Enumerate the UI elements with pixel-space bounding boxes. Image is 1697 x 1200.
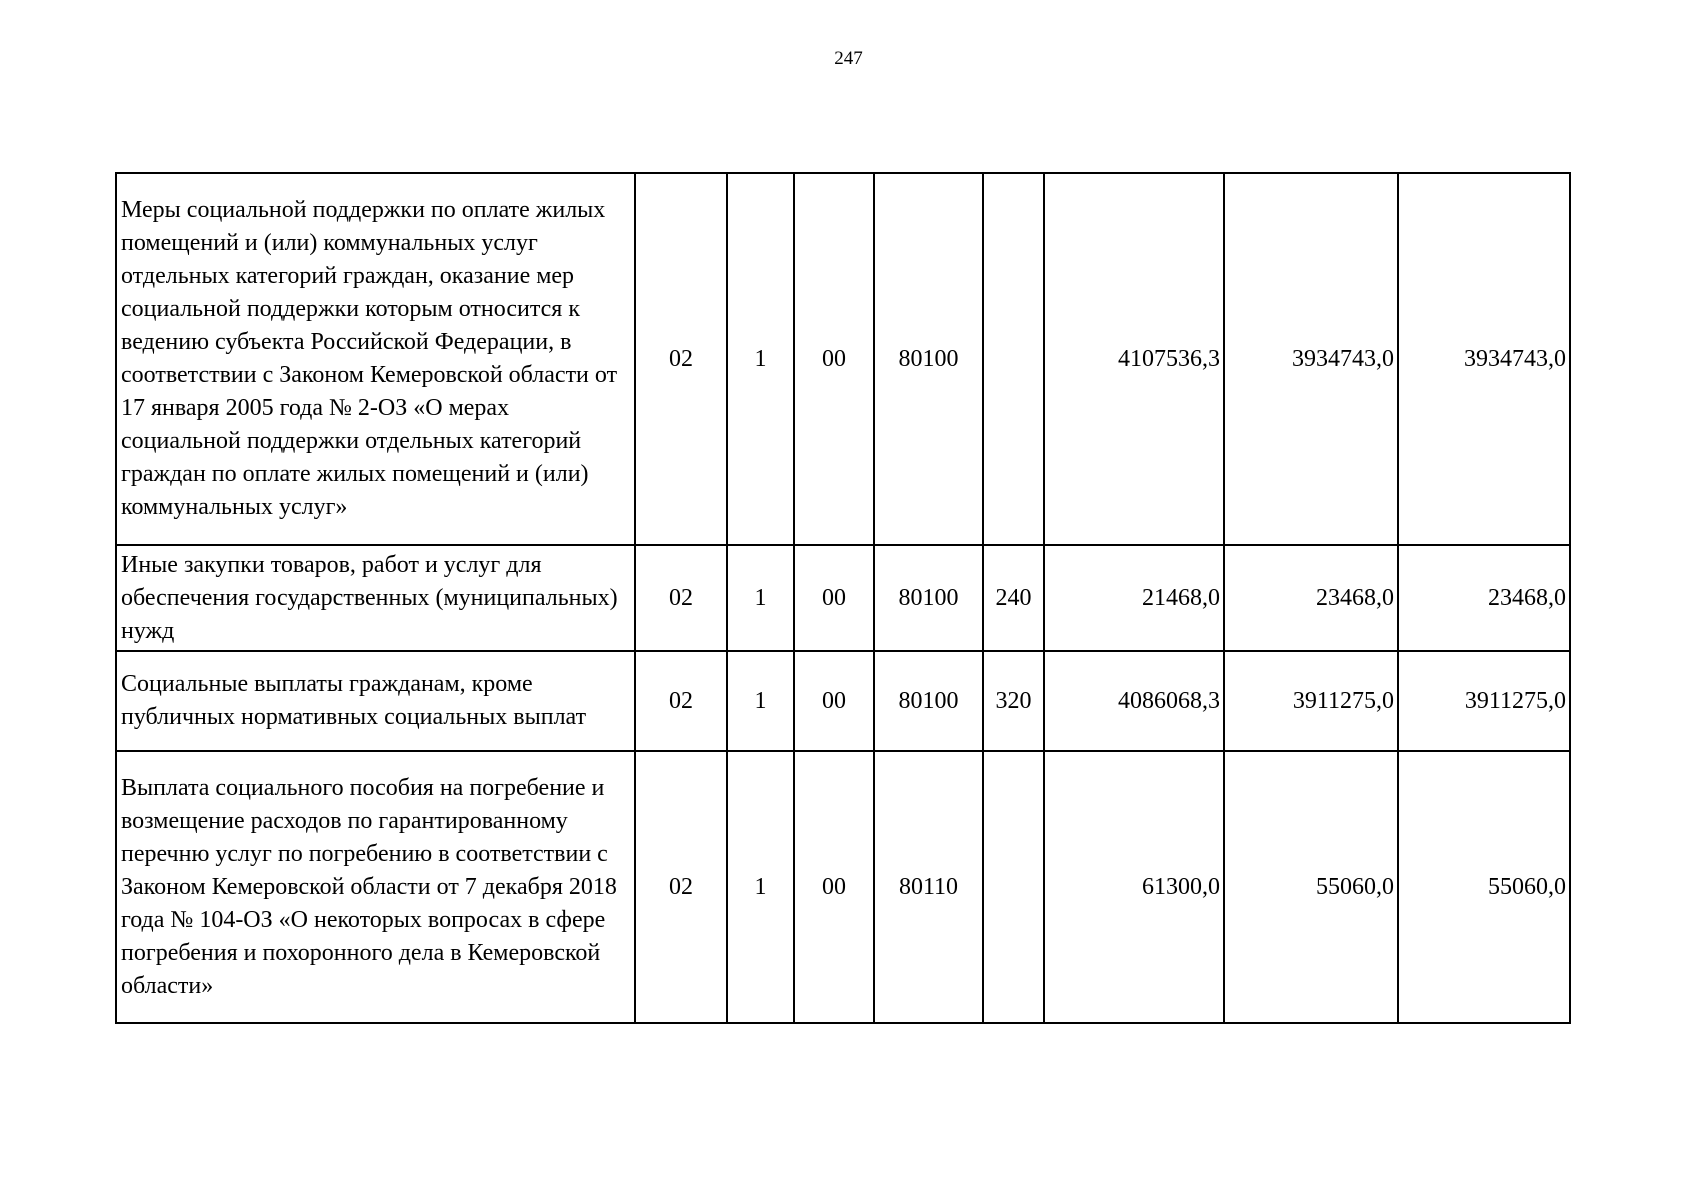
- amount-3-cell: 23468,0: [1398, 545, 1570, 651]
- table-row: [116, 751, 1570, 1023]
- table-row: [116, 173, 1570, 545]
- amount-2-cell: 23468,0: [1224, 545, 1398, 651]
- amount-1-cell: 4107536,3: [1044, 173, 1224, 545]
- subprogram-code-cell: 1: [727, 651, 794, 751]
- direction-code-cell: 80100: [874, 545, 983, 651]
- program-code-cell: 02: [635, 751, 727, 1023]
- budget-table: [115, 172, 1571, 1024]
- subprogram-code-cell: 1: [727, 173, 794, 545]
- direction-code-cell: 80100: [874, 651, 983, 751]
- amount-3-cell: 3934743,0: [1398, 173, 1570, 545]
- direction-code-cell: 80110: [874, 751, 983, 1023]
- section-code-cell: 00: [794, 751, 874, 1023]
- row-name-cell: Иные закупки товаров, работ и услуг для обеспечения государственных (муниципальных) нужд: [116, 545, 635, 651]
- program-code-cell: 02: [635, 173, 727, 545]
- section-code-cell: 00: [794, 651, 874, 751]
- amount-2-cell: 3934743,0: [1224, 173, 1398, 545]
- amount-2-cell: 3911275,0: [1224, 651, 1398, 751]
- table-row: [116, 545, 1570, 651]
- amount-3-cell: 3911275,0: [1398, 651, 1570, 751]
- page-number: 247: [834, 48, 863, 69]
- row-name-cell: Социальные выплаты гражданам, кроме публичных нормативных социальных выплат: [116, 651, 635, 751]
- row-name-cell: Выплата социального пособия на погребение и возмещение расходов по гарантированному перечню услуг по погребению в соответствии с Законом Кемеровской области от 7 декабря 2018 года № 104-ОЗ «О некоторых вопросах в сфере погребения и похоронного дела в Кемеровской области»: [116, 751, 635, 1023]
- section-code-cell: 00: [794, 173, 874, 545]
- program-code-cell: 02: [635, 545, 727, 651]
- amount-3-cell: 55060,0: [1398, 751, 1570, 1023]
- expense-type-cell: 240: [983, 545, 1044, 651]
- expense-type-cell: [983, 173, 1044, 545]
- expense-type-cell: 320: [983, 651, 1044, 751]
- subprogram-code-cell: 1: [727, 751, 794, 1023]
- row-name-cell: Меры социальной поддержки по оплате жилых помещений и (или) коммунальных услуг отдельных категорий граждан, оказание мер социальной поддержки которым относится к ведению субъекта Российской Федерации, в соответствии с Законом Кемеровской области от 17 января 2005 года № 2-ОЗ «О мерах социальной поддержки отдельных категорий граждан по оплате жилых помещений и (или) коммунальных услуг»: [116, 173, 635, 545]
- amount-1-cell: 61300,0: [1044, 751, 1224, 1023]
- table-row: [116, 651, 1570, 751]
- amount-1-cell: 21468,0: [1044, 545, 1224, 651]
- subprogram-code-cell: 1: [727, 545, 794, 651]
- direction-code-cell: 80100: [874, 173, 983, 545]
- amount-1-cell: 4086068,3: [1044, 651, 1224, 751]
- expense-type-cell: [983, 751, 1044, 1023]
- program-code-cell: 02: [635, 651, 727, 751]
- amount-2-cell: 55060,0: [1224, 751, 1398, 1023]
- section-code-cell: 00: [794, 545, 874, 651]
